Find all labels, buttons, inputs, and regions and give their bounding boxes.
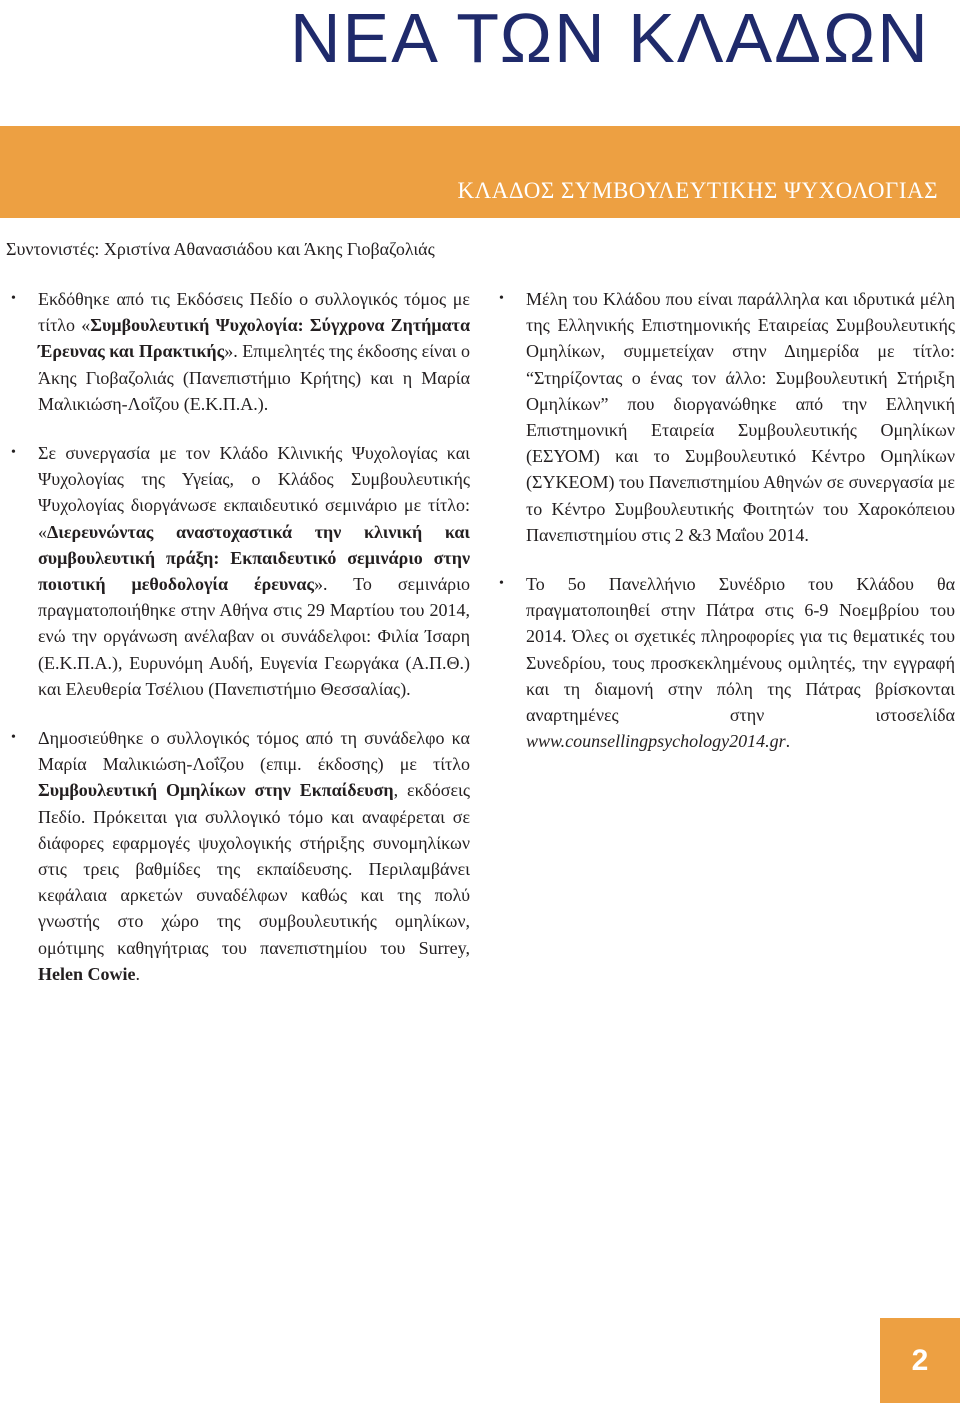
item-text: , εκδόσεις Πεδίο. Πρόκειται για συλλογικό τόμο και αναφέρεται σε διάφορες εφαρμογές ψυχολογικής στήριξης συνομηλίκων στις τρεις βαθμίδες της εκπαίδευσης. Περιλαμβάνει κεφάλαια αρκετών συναδέλφων καθώς και της πολύ γνωστής στο χώρο της συμβουλευτικής ομηλίκων, ομότιμης καθηγήτριας του πανεπιστημίου του Surrey, <box>38 780 470 958</box>
item-text: Σε συνεργασία με τον Κλάδο Κλινικής Ψυχολογίας και Ψυχολογίας της Υγείας, ο Κλάδος Συμβουλευτικής Ψυχολογίας διοργάνωσε εκπαιδευτικό σεμινάριο με τίτλο: « <box>38 443 470 542</box>
bullet-icon: • <box>11 445 16 461</box>
book-title: Συμβουλευτική Ψυχολογία: Σύγχρονα Ζητήματα Έρευνας και Πρακτικής <box>38 315 470 362</box>
item-text: Το 5ο Πανελλήνιο Συνέδριο του Κλάδου θα πραγματοποιηθεί στην Πάτρα στις 6-9 Νοεμβρίου του 2014. Όλες οι σχετικές πληροφορίες για τις θεματικές του Συνεδρίου, τους προσκεκλημένους ομιλητές, την εγγραφή και τη διαμονή στην πόλη της Πάτρας βρίσκονται αναρτημένες στην ιστοσελίδα <box>526 574 955 726</box>
item-text: Μέλη του Κλάδου που είναι παράλληλα και ιδρυτικά μέλη της Ελληνικής Επιστημονικής Εταιρείας Συμβουλευτικής Ομηλίκων, συμμετείχαν στην Διημερίδα με τίτλο: “Στηρίζοντας ο ένας τον άλλο: Συμβουλευτική Στήριξη Ομηλίκων” που διοργανώθηκε από την Ελληνική Επιστημονική Εταιρεία Συμβουλευτικής Ομηλίκων (ΕΣΥΟΜ) και το Συμβουλευτικό Κέντρο Ομηλίκων (ΣΥΚΕΟΜ) του Πανεπιστημίου Αθηνών σε συνεργασία με το Κέντρο Συμβουλευτικής Φοιτητών του Χαροκόπειου Πανεπιστημίου στις 2 &3 Μαΐου 2014. <box>526 289 955 545</box>
item-text: ». Το σεμινάριο πραγματοποιήθηκε στην Αθήνα στις 29 Μαρτίου του 2014, ενώ την οργάνωση ανέλαβαν οι συνάδελφοι: Φιλία Ίσαρη (Ε.Κ.Π.Α.), Ευρυνόμη Αυδή, Ευγενία Γεωργάκα (Α.Π.Θ.) και Ελευθερία Τσέλιου (Πανεπιστήμιο Θεσσαλίας). <box>38 574 470 699</box>
page-title: ΝΕΑ ΤΩΝ ΚΛΑΔΩΝ <box>290 0 930 77</box>
item-text: Δημοσιεύθηκε ο συλλογικός τόμος από τη συνάδελφο κα Μαρία Μαλικιώση-Λοΐζου (επιμ. έκδοσης) με τίτλο <box>38 728 470 775</box>
bullet-icon: • <box>11 291 16 306</box>
item-text: Εκδόθηκε από τις Εκδόσεις Πεδίο ο συλλογικός τόμος με τίτλο « <box>38 289 470 336</box>
left-column <box>11 286 470 1010</box>
item-text: . <box>135 963 140 984</box>
bullet-icon: • <box>11 730 16 746</box>
news-list-left <box>11 286 470 987</box>
right-column <box>499 286 955 777</box>
volume-title: Συμβουλευτική Ομηλίκων στην Εκπαίδευση <box>38 780 394 801</box>
section-title: ΚΛΑΔΟΣ ΣΥΜΒΟΥΛΕΥΤΙΚΗΣ ΨΥΧΟΛΟΓΙΑΣ <box>457 178 938 203</box>
news-item-conference-day <box>499 286 955 548</box>
bullet-icon: • <box>499 291 504 306</box>
news-item-volume <box>11 725 470 987</box>
news-item-publication <box>11 286 470 417</box>
coordinators-line: Συντονιστές: Χριστίνα Αθανασιάδου και Άκης Γιοβαζολιάς <box>6 239 435 259</box>
bullet-icon: • <box>499 576 504 592</box>
website-link[interactable]: www.counsellingpsychology2014.gr <box>526 731 786 752</box>
item-text: ». Επιμελητές της έκδοσης είναι ο Άκης Γιοβαζολιάς (Πανεπιστήμιο Κρήτης) και η Μαρία Μαλικιώση-Λοΐζου (Ε.Κ.Π.Α.). <box>38 341 470 414</box>
news-list-right <box>499 286 955 754</box>
news-item-seminar <box>11 440 470 702</box>
page-number-badge <box>880 1318 960 1403</box>
page-number: 2 <box>911 1343 929 1377</box>
news-item-congress <box>499 571 955 754</box>
seminar-title: Διερευνώντας αναστοχαστικά την κλινική και συμβουλευτική πράξη: Εκπαιδευτικό σεμινάριο στην ποιοτική μεθοδολογία έρευνας <box>38 521 470 595</box>
author-name: Helen Cowie <box>38 963 136 984</box>
item-text: . <box>785 731 791 752</box>
